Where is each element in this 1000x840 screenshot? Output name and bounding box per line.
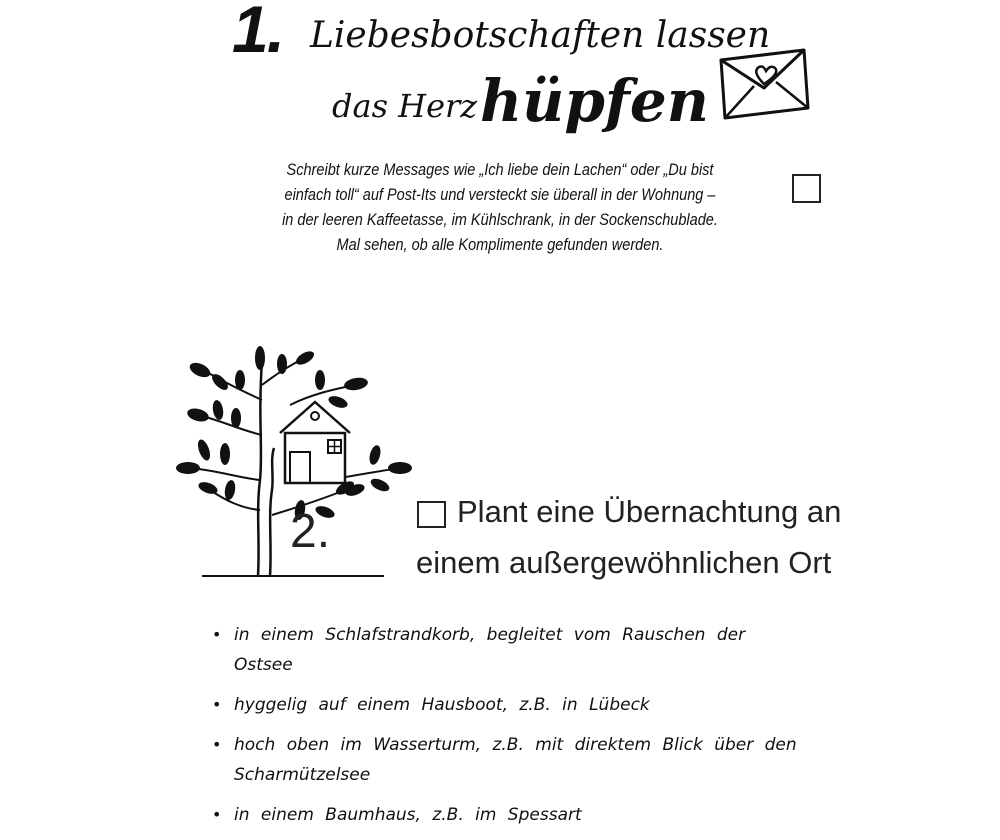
list-item-text: in einem Schlafstrandkorb, begleitet vom Rauschen der Ostsee	[234, 625, 746, 675]
section-1-title-line-1: Liebesbotschaften lassen	[310, 15, 771, 56]
bullet-icon: •	[212, 625, 222, 644]
list-item-text: hoch oben im Wasserturm, z.B. mit direktem Blick über den Scharmützelsee	[234, 735, 797, 785]
section-2-title-line-2: einem außergewöhnlichen Ort	[416, 545, 832, 580]
section-1-checkbox[interactable]	[792, 174, 821, 203]
list-item	[212, 690, 812, 720]
bullet-icon: •	[212, 805, 222, 824]
bullet-icon: •	[212, 695, 222, 714]
section-1-title-line-2: das Herz	[332, 87, 478, 125]
section-1-title-emphasis: hüpfen	[480, 67, 709, 135]
section-2-checkbox[interactable]	[417, 501, 446, 528]
bullet-icon: •	[212, 735, 222, 754]
description-line-3: in der leeren Kaffeetasse, im Kühlschrank, in der Sockenschublade.	[282, 211, 718, 229]
list-item-text: hyggelig auf einem Hausboot, z.B. in Lübeck	[234, 695, 650, 715]
location-list	[212, 620, 812, 840]
section-1-description	[271, 158, 729, 258]
section-2-title-line-1: Plant eine Übernachtung an	[457, 494, 842, 529]
list-item	[212, 800, 812, 830]
list-item	[212, 620, 812, 680]
description-line-4: Mal sehen, ob alle Komplimente gefunden werden.	[336, 236, 664, 254]
envelope-heart-icon	[716, 46, 812, 122]
description-line-1: Schreibt kurze Messages wie „Ich liebe dein Lachen“ oder „Du bist	[286, 161, 714, 179]
list-item	[212, 730, 812, 790]
section-1-number: 1.	[232, 0, 284, 66]
list-item-text: in einem Baumhaus, z.B. im Spessart	[234, 805, 582, 825]
section-2-number: 2.	[290, 505, 331, 558]
description-line-2: einfach toll“ auf Post-Its und versteckt sie überall in der Wohnung –	[284, 186, 716, 204]
